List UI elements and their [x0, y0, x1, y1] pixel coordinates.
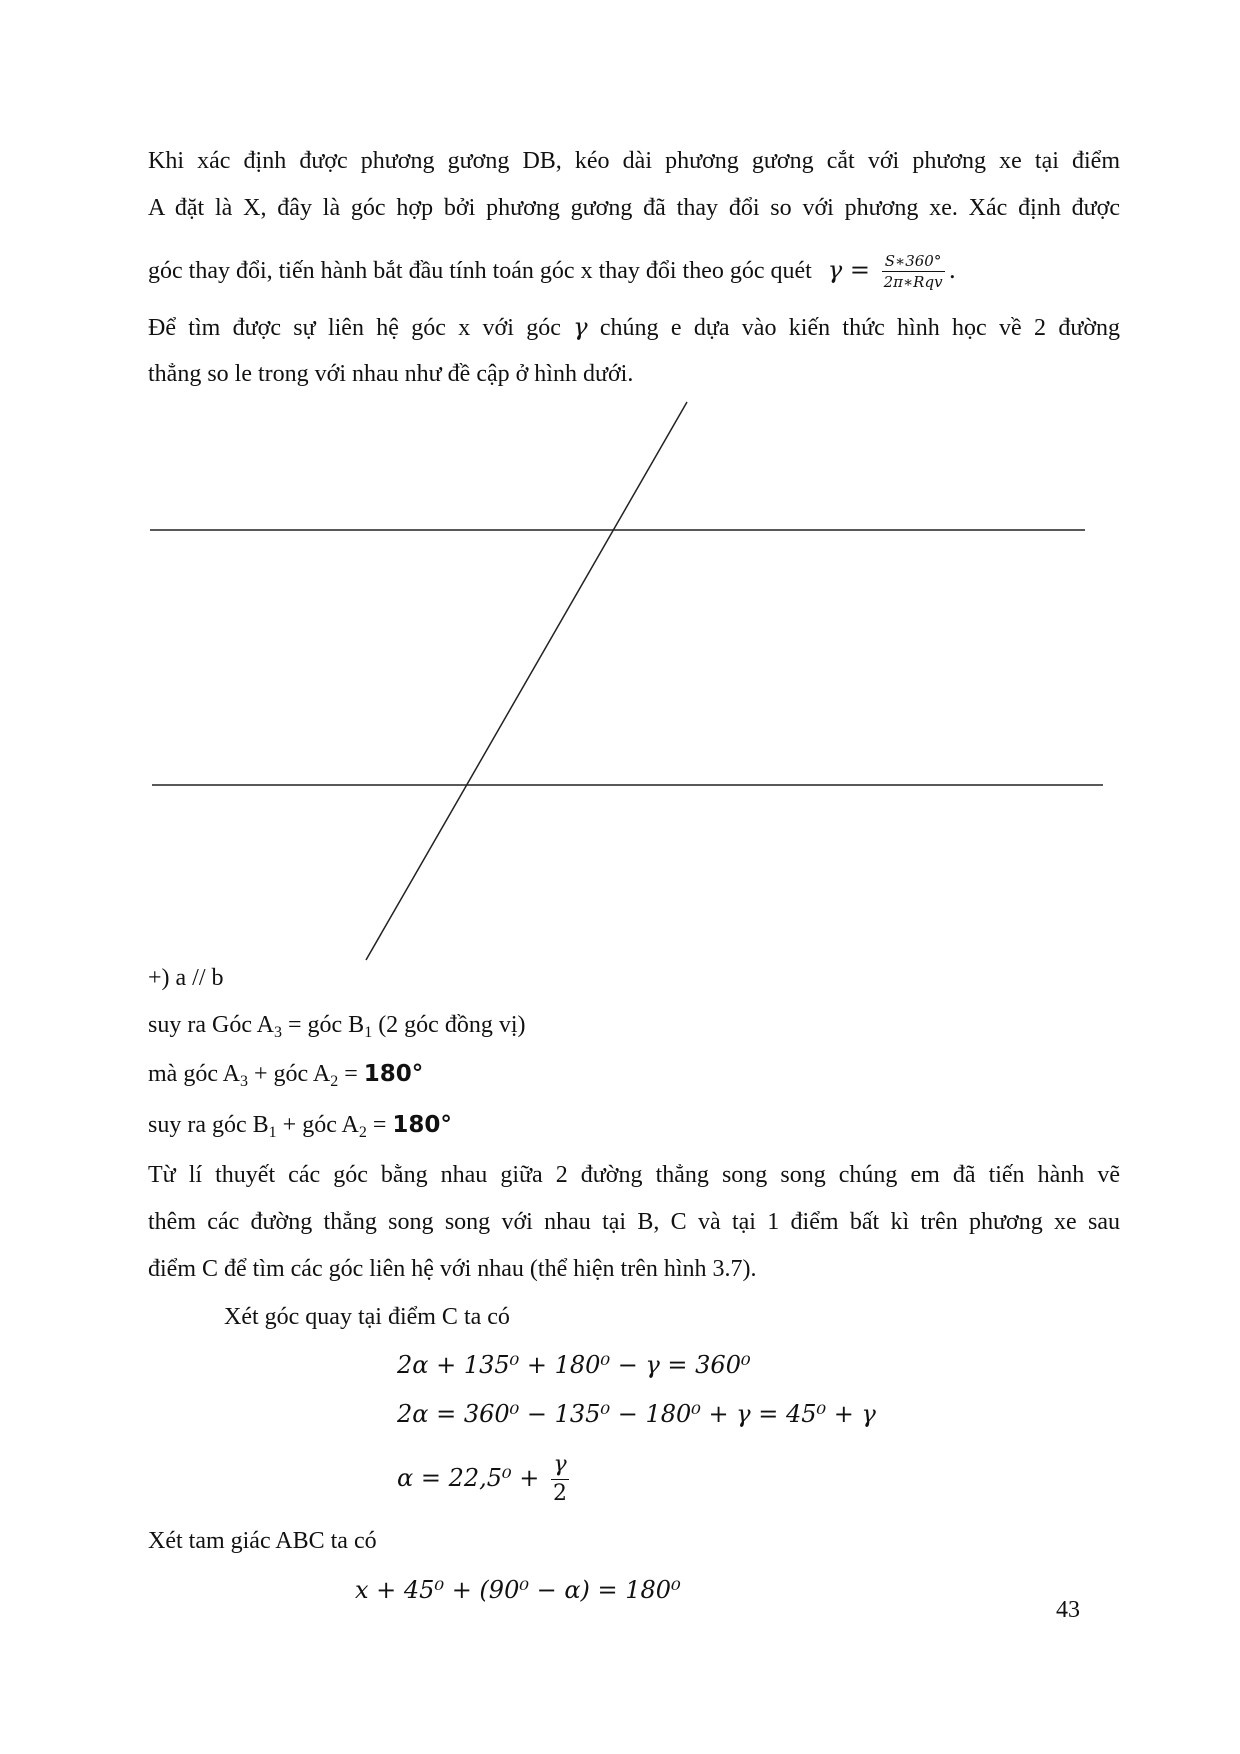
proof-line-3-sub-1: 3 — [239, 1073, 248, 1090]
paragraph-2-line-1-b: chúng e dựa vào kiến thức hình học về 2 đường — [599, 315, 1121, 341]
equation-3-numerator: γ — [553, 1452, 567, 1477]
proof-line-2-sub-1: 3 — [273, 1024, 282, 1041]
proof-line-4-sub-2: 2 — [358, 1124, 367, 1141]
equation-3-denominator: 2 — [553, 1481, 568, 1506]
paragraph-3-line-3: điểm C để tìm các góc liên hệ với nhau (thể hiện trên hình 3.7). — [148, 1256, 757, 1282]
equation-3-fraction — [551, 1452, 569, 1507]
point-c-intro: Xét góc quay tại điểm C ta có — [224, 1304, 510, 1330]
page-number: 43 — [1056, 1597, 1080, 1623]
equation-2: 2α = 360⁰ − 135⁰ − 180⁰ + γ = 45⁰ + γ — [397, 1400, 876, 1428]
gamma-symbol: γ — [573, 313, 588, 341]
gamma-formula-lhs: γ = — [827, 256, 870, 284]
gamma-formula-denominator: 2π∗Rqv — [883, 273, 943, 291]
proof-line-2-sub-2: 1 — [364, 1024, 373, 1041]
paragraph-2-line-1-a: Để tìm được sự liên hệ góc x với góc — [148, 315, 561, 341]
proof-line-2 — [148, 1010, 526, 1048]
proof-line-3-mid: + góc A — [247, 1061, 331, 1087]
gamma-formula-numerator: S∗360° — [884, 252, 942, 270]
proof-line-4-value: 180° — [392, 1112, 452, 1138]
equation-3-lhs: α = 22,5⁰ + — [397, 1464, 540, 1492]
proof-line-4-mid: + góc A — [276, 1112, 359, 1138]
paragraph-1-line-3-text: góc thay đổi, tiến hành bắt đầu tính toán góc x thay đổi theo góc quét — [148, 258, 812, 284]
proof-line-3-sub-2: 2 — [330, 1073, 339, 1090]
proof-line-3-value: 180° — [363, 1061, 424, 1087]
paragraph-3-line-2: thêm các đường thẳng song song với nhau tại B, C và tại 1 điểm bất kì trên phương xe sau — [148, 1209, 1120, 1235]
gamma-formula-period: . — [948, 256, 957, 284]
transversal-line — [366, 402, 687, 960]
triangle-intro: Xét tam giác ABC ta có — [148, 1528, 377, 1554]
paragraph-1-line-2: A đặt là X, đây là góc hợp bởi phương gương đã thay đổi so với phương xe. Xác định được — [148, 195, 1120, 221]
proof-line-2-pre: suy ra Góc A — [148, 1012, 274, 1038]
proof-line-2-mid: = góc B — [281, 1012, 365, 1038]
proof-line-2-post: (2 góc đồng vị) — [372, 1012, 526, 1038]
proof-line-4-eq: = — [366, 1112, 393, 1138]
proof-line-3-eq: = — [338, 1061, 364, 1087]
proof-line-4 — [148, 1110, 452, 1148]
paragraph-2-line-2: thẳng so le trong với nhau như đề cập ở hình dưới. — [148, 361, 634, 387]
proof-line-3 — [148, 1059, 423, 1097]
proof-line-4-pre: suy ra góc B — [148, 1112, 269, 1138]
equation-1: 2α + 135⁰ + 180⁰ − γ = 360⁰ — [397, 1351, 751, 1379]
proof-line-3-pre: mà góc A — [148, 1061, 240, 1087]
paragraph-3-line-1: Từ lí thuyết các góc bằng nhau giữa 2 đường thẳng song song chúng em đã tiến hành vẽ — [148, 1162, 1120, 1188]
equation-4: x + 45⁰ + (90⁰ − α) = 180⁰ — [355, 1576, 681, 1604]
equation-3 — [397, 1448, 573, 1508]
paragraph-1-line-1: Khi xác định được phương gương DB, kéo dài phương gương cắt với phương xe tại điểm — [148, 148, 1120, 174]
proof-line-1: +) a // b — [148, 965, 224, 991]
proof-line-4-sub-1: 1 — [268, 1124, 277, 1141]
